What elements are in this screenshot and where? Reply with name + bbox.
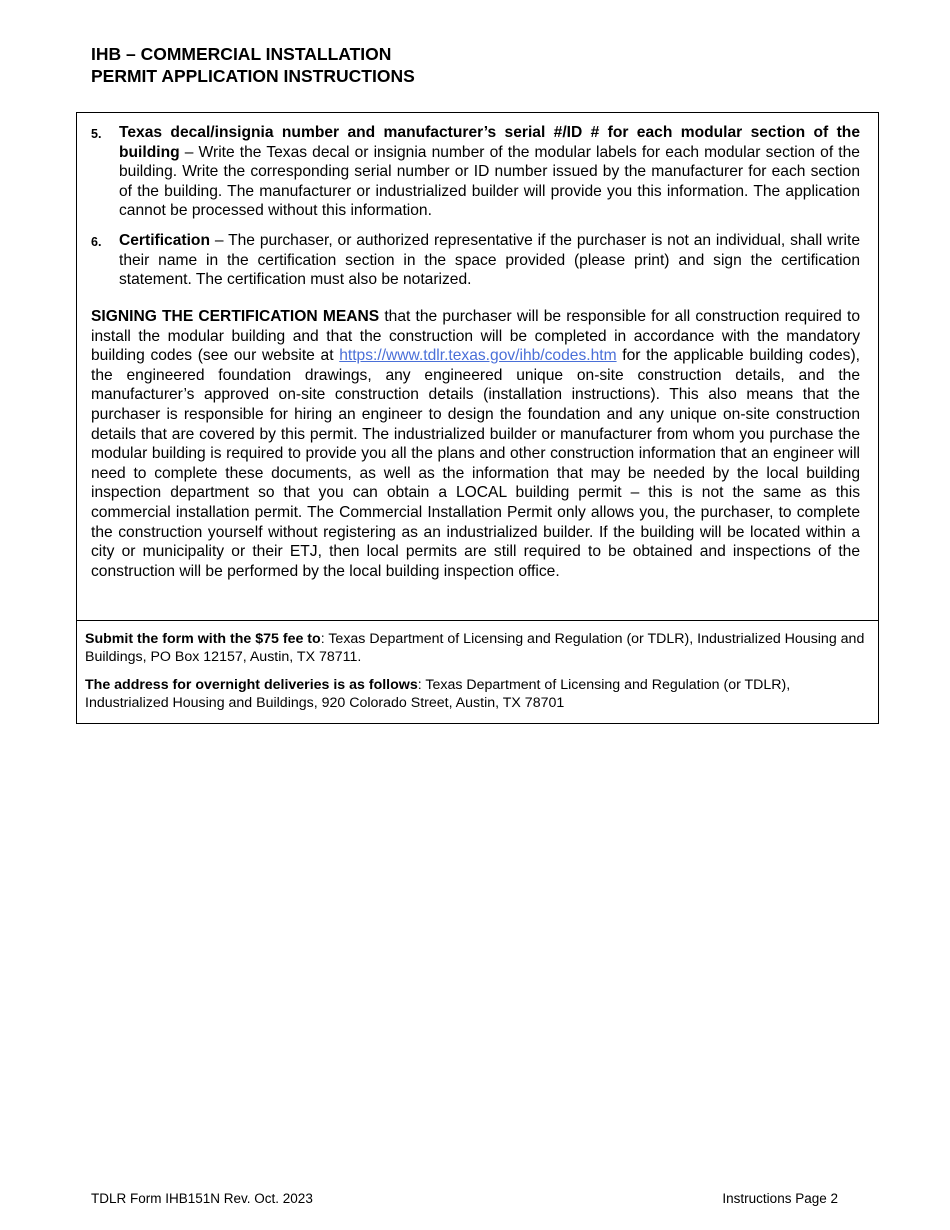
footer-form-id: TDLR Form IHB151N Rev. Oct. 2023 <box>91 1191 313 1206</box>
signing-lead: SIGNING THE CERTIFICATION MEANS <box>91 308 380 325</box>
signing-text-before-link: that the purchaser will be responsible for all construction required to install the modular building and that the construction will be completed in accordance with the mandatory building codes (see our website at <box>91 308 860 365</box>
header-title-line2: PERMIT APPLICATION INSTRUCTIONS <box>91 66 415 86</box>
item-number: 5. <box>91 127 102 141</box>
item-title: Certification <box>119 232 210 249</box>
signing-text-after-link: for the applicable building codes), the engineered foundation drawings, any engineered unique on-site construction details, and the manufacturer’s approved on-site construction details (installation instructions). This also means that the purchaser is responsible for hiring an engineer to design the foundation and any unique on-site construction details that are covered by this permit. The industrialized builder or manufacturer from whom you purchase the modular building is required to provide you all the plans and other construction information that an engineer will need to complete these documents, as well as the information that may be needed by the local building inspection department so that you can obtain a LOCAL building permit – this is not the same as this commercial installation permit. The Commercial Installation Permit only allows you, the purchaser, to complete the construction yourself without registering as an industrialized builder. If the building will be located within a city or municipality or their ETJ, then local permits are still required to be obtained and inspections of the construction will be performed by the local building inspection office. <box>91 347 860 580</box>
instructions-box <box>76 112 879 724</box>
item-number: 6. <box>91 235 102 249</box>
item-text: – The purchaser, or authorized representative if the purchaser is not an individual, shall write their name in the certification section in the space provided (please print) and sign the certification statement. The certification must also be notarized. <box>119 232 860 289</box>
item-text: – Write the Texas decal or insignia number of the modular labels for each modular section of the building. Write the corresponding serial number or ID number issued by the manufacturer for each section of the building. The manufacturer or industrialized builder will provide you this information. The application cannot be processed without this information. <box>119 143 860 220</box>
overnight-address <box>85 676 870 712</box>
item-title: Texas decal/insignia number and manufacturer’s serial #/ID # for each modular section of the building <box>119 124 860 161</box>
item-body <box>119 123 860 221</box>
mailing-section <box>85 630 870 722</box>
instruction-item-5 <box>91 123 860 221</box>
page-header <box>91 43 415 87</box>
item-body <box>119 231 860 290</box>
instruction-item-6 <box>91 231 860 290</box>
submit-address <box>85 630 870 666</box>
submit-label: Submit the form with the $75 fee to <box>85 631 321 647</box>
overnight-text: : Texas Department of Licensing and Regulation (or TDLR), Industrialized Housing and Buildings, 920 Colorado Street, Austin, TX 78701 <box>85 677 791 711</box>
footer-page-label: Instructions Page 2 <box>722 1191 838 1206</box>
header-title-line1: IHB – COMMERCIAL INSTALLATION <box>91 44 392 64</box>
overnight-label: The address for overnight deliveries is as follows <box>85 677 418 693</box>
building-codes-link[interactable]: https://www.tdlr.texas.gov/ihb/codes.htm <box>339 347 617 365</box>
submit-text: : Texas Department of Licensing and Regulation (or TDLR), Industrialized Housing and Buildings, PO Box 12157, Austin, TX 78711. <box>85 631 865 665</box>
instructions-section <box>77 113 878 621</box>
signing-certification-paragraph <box>91 307 860 581</box>
